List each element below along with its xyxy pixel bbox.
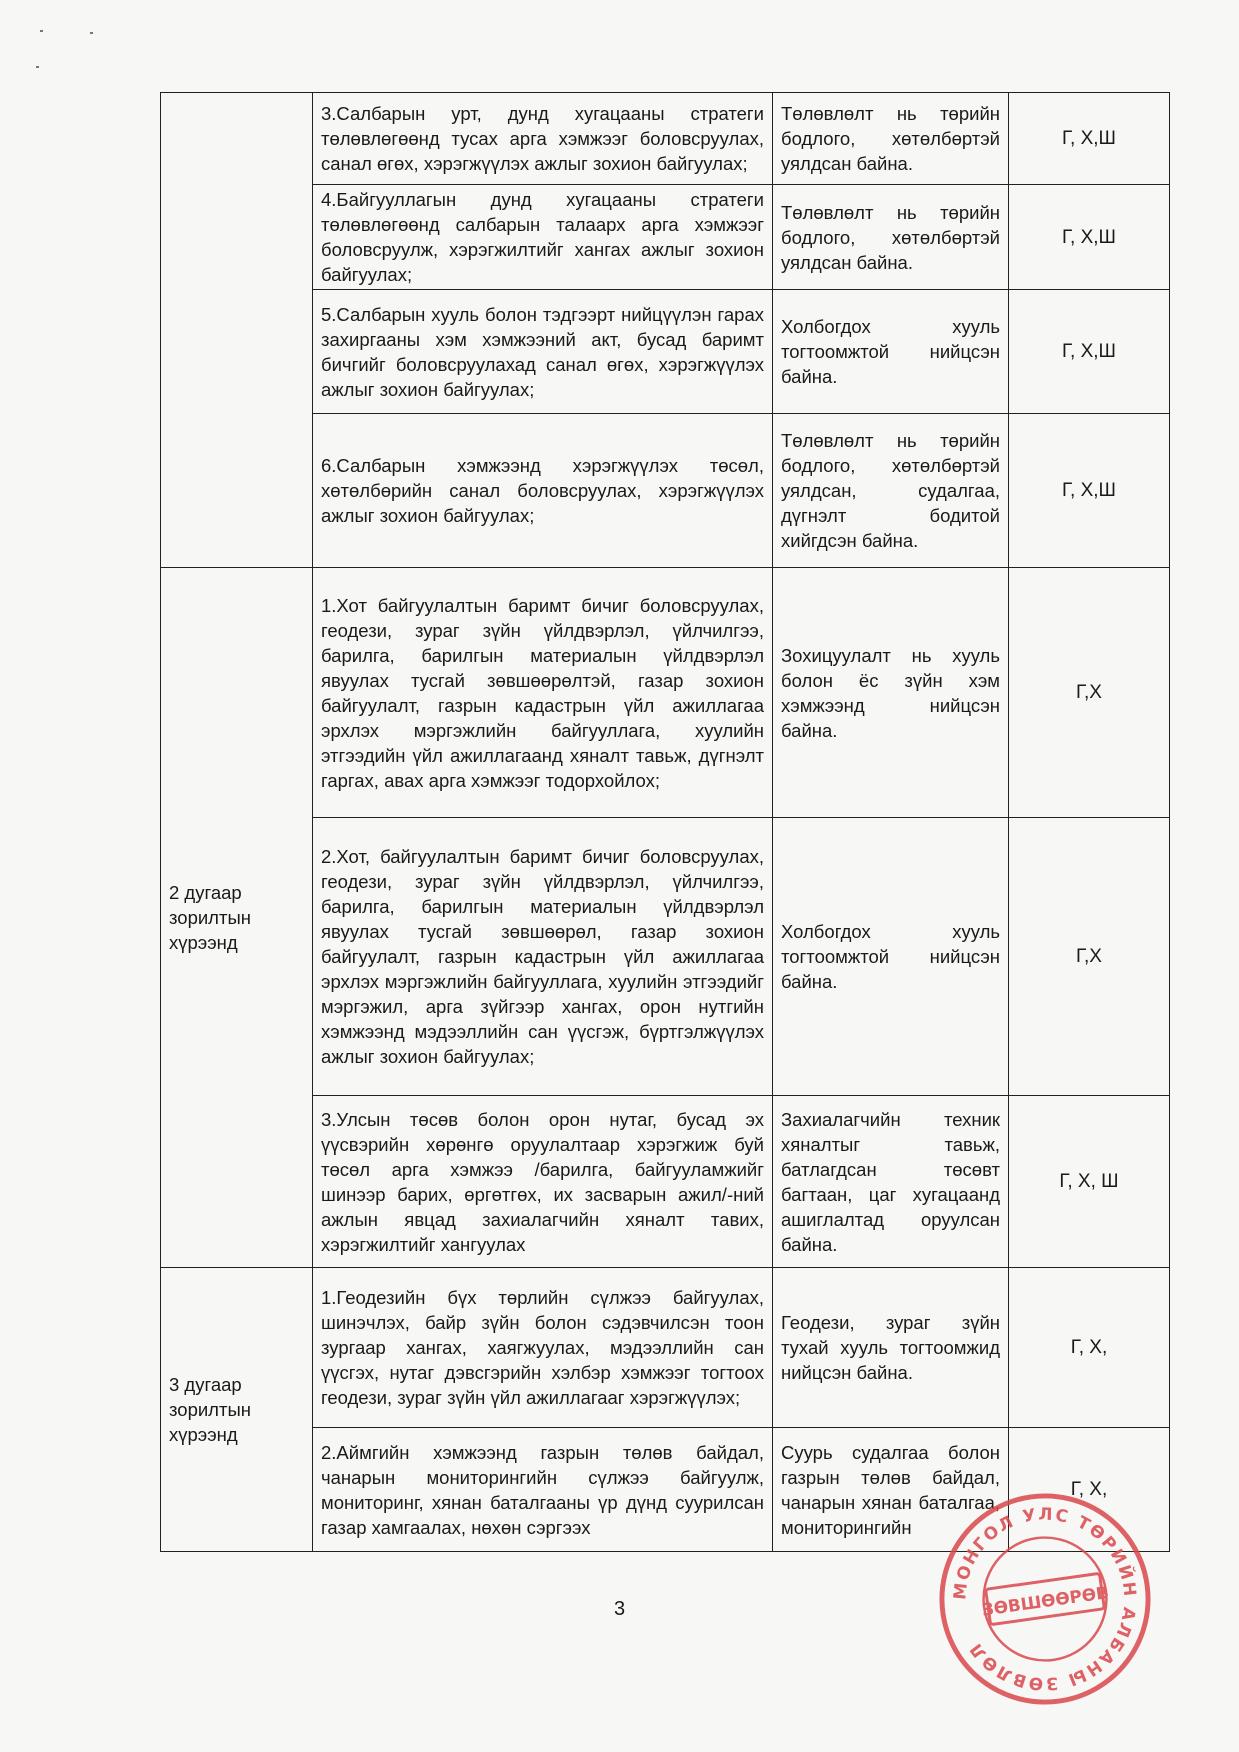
goal-cell: 2 дугаар зорилтын хүрээнд [161, 568, 313, 1268]
criterion-cell: Төлөвлөлт нь төрийн бодлого, хөтөлбөртэй уялдсан байна. [773, 93, 1009, 185]
scan-speck [90, 32, 93, 34]
table-row [161, 290, 1170, 414]
scan-speck [36, 66, 39, 68]
table-row [161, 1096, 1170, 1268]
task-cell: 3.Салбарын урт, дунд хугацааны стратеги төлөвлөгөөнд тусах арга хэмжээг боловсруулах, санал өгөх, хэрэгжүүлэх ажлыг зохион байгуулах; [313, 93, 773, 185]
code-cell: Г, Х,Ш [1009, 414, 1170, 568]
goal-cell-empty [161, 93, 313, 568]
task-cell: 3.Улсын төсөв болон орон нутаг, бусад эх үүсвэрийн хөрөнгө оруулалтаар хэрэгжиж буй төсөл арга хэмжээ /барилга, байгууламжийг шинээр барих, өргөтгөх, их засварын ажил/-ний ажлын явцад захиалагчийн хяналт тавих, хэрэгжилтийг хангуулах [313, 1096, 773, 1268]
task-cell: 4.Байгууллагын дунд хугацааны стратеги төлөвлөгөөнд салбарын талаарх арга хэмжээг боловсруулж, хэрэгжилтийг хангах ажлыг зохион байгуулах; [313, 185, 773, 290]
code-cell: Г, Х,Ш [1009, 185, 1170, 290]
code-cell: Г, Х,Ш [1009, 93, 1170, 185]
criterion-cell: Холбогдох хууль тогтоомжтой нийцсэн байна. [773, 818, 1009, 1096]
criterion-cell: Суурь судалгаа болон газрын төлөв байдал, чанарын хянан баталгаа, мониторингийн [773, 1428, 1009, 1552]
table-row [161, 1268, 1170, 1428]
code-cell: Г, Х, [1009, 1428, 1170, 1552]
code-cell: Г, Х,Ш [1009, 290, 1170, 414]
code-cell: Г,Х [1009, 818, 1170, 1096]
evaluation-table [160, 92, 1170, 1552]
criterion-cell: Төлөвлөлт нь төрийн бодлого, хөтөлбөртэй уялдсан, судалгаа, дүгнэлт бодитой хийгдсэн байна. [773, 414, 1009, 568]
scan-speck [40, 30, 43, 32]
task-cell: 2.Аймгийн хэмжээнд газрын төлөв байдал, чанарын мониторингийн сүлжээ байгуулж, мониторинг, хянан баталгааны үр дүнд суурилсан газар хамгаалах, нөхөн сэргээх [313, 1428, 773, 1552]
criterion-cell: Геодези, зураг зүйн тухай хууль тогтоомжид нийцсэн байна. [773, 1268, 1009, 1428]
criterion-cell: Зохицуулалт нь хууль болон ёс зүйн хэм хэмжээнд нийцсэн байна. [773, 568, 1009, 818]
goal-cell: 3 дугаар зорилтын хүрээнд [161, 1268, 313, 1552]
code-cell: Г,Х [1009, 568, 1170, 818]
stamp-center-text: ЗӨВШӨӨРӨВ [980, 1582, 1111, 1620]
table-row [161, 568, 1170, 818]
code-cell: Г, Х, Ш [1009, 1096, 1170, 1268]
task-cell: 1.Геодезийн бүх төрлийн сүлжээ байгуулах, шинэчлэх, байр зүйн болон сэдэвчилсэн тоон зургаар хангах, хаягжуулах, мэдээллийн сан үүсгэх, нутаг дэвсгэрийн хэлбэр хэмжээг тогтоох геодези, зураг зүйн үйл ажиллагааг хэрэгжүүлэх; [313, 1268, 773, 1428]
table-row [161, 414, 1170, 568]
task-cell: 6.Салбарын хэмжээнд хэрэгжүүлэх төсөл, хөтөлбөрийн санал боловсруулах, хэрэгжүүлэх ажлыг зохион байгуулах; [313, 414, 773, 568]
task-cell: 5.Салбарын хууль болон тэдгээрт нийцүүлэн гарах захиргааны хэм хэмжээний акт, бусад баримт бичгийг боловсруулахад санал өгөх, хэрэгжүүлэх ажлыг зохион байгуулах; [313, 290, 773, 414]
table-row [161, 185, 1170, 290]
task-cell: 1.Хот байгуулалтын баримт бичиг боловсруулах, геодези, зураг зүйн үйлдвэрлэл, үйлчилгээ, барилга, барилгын материалын үйлдвэрлэл явуулах тусгай зөвшөөрөлтэй, газар зохион байгуулалт, газрын кадастрын үйл ажиллагаа эрхлэх мэргэжлийн байгууллага, хуулийн этгээдийн үйл ажиллагаанд хяналт тавьж, дүгнэлт гаргах, авах арга хэмжээг тодорхойлох; [313, 568, 773, 818]
criterion-cell: Холбогдох хууль тогтоомжтой нийцсэн байна. [773, 290, 1009, 414]
code-cell: Г, Х, [1009, 1268, 1170, 1428]
criterion-cell: Захиалагчийн техник хяналтыг тавьж, батлагдсан төсөвт багтаан, цаг хугацаанд ашиглалтад оруулсан байна. [773, 1096, 1009, 1268]
table-row [161, 93, 1170, 185]
task-cell: 2.Хот, байгуулалтын баримт бичиг боловсруулах, геодези, зураг зүйн үйлдвэрлэл, үйлчилгээ, барилга, барилгын материалын үйлдвэрлэл явуулах тусгай зөвшөөрөл, газар зохион байгуулалт, газрын кадастрын үйл ажиллагаа эрхлэх мэргэжлийн байгууллага, хуулийн этгээдийг мэргэжил, арга зүйгээр хангах, орон нутгийн хэмжээнд мэдээллийн сан үүсгэж, бүртгэлжүүлэх ажлыг зохион байгуулах; [313, 818, 773, 1096]
approval-stamp [922, 1476, 1168, 1722]
stamp-ring-text: МОНГОЛ УЛС ТӨРИЙН АЛБАНЫ ЗӨВЛӨЛ [949, 1503, 1141, 1695]
page-number: 3 [613, 1598, 626, 1620]
criterion-cell: Төлөвлөлт нь төрийн бодлого, хөтөлбөртэй уялдсан байна. [773, 185, 1009, 290]
table-row [161, 818, 1170, 1096]
